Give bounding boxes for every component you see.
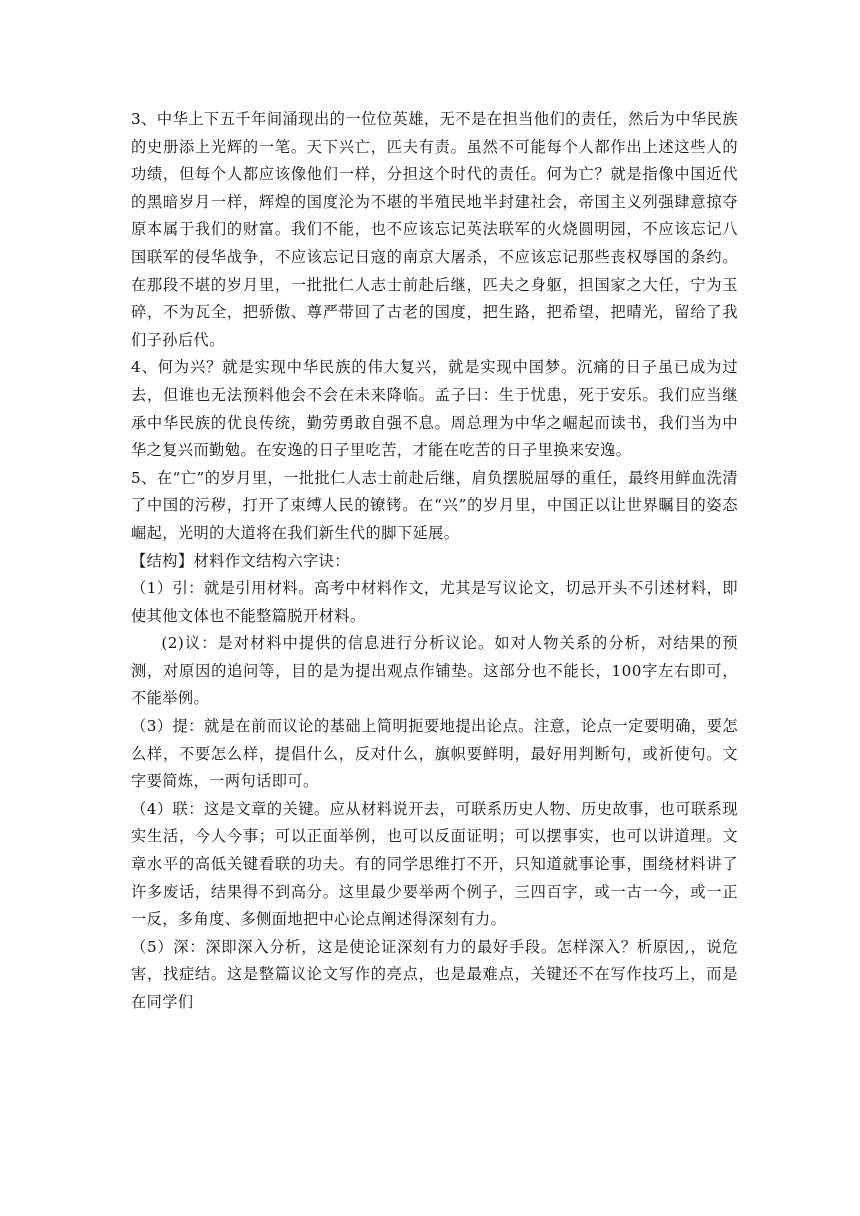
structure-step-lian: （4）联：这是文章的关键。应从材料说开去，可联系历史人物、历史故事，也可联系现实生活，今人今事；可以正面举例，也可以反面证明；可以摆事实，也可以讲道理。文章水平的高低关键看联的功夫。有的同学思维打不开，只知道就事论事，围绕材料讲了许多废话，结果得不到高分。这里最少要举两个例子，三四百字，或一古一今，或一正一反，多角度、多侧面地把中心论点阐述得深刻有力。	[131, 799, 738, 929]
structure-step-shen: （5）深：深即深入分析，这是使论证深刻有力的最好手段。怎样深入？析原因,，说危害，找症结。这是整篇议论文写作的亮点，也是最难点，关键还不在写作技巧上，而是在同学们	[131, 937, 738, 1011]
paragraph-point-5: 5、在“亡”的岁月里，一批批仁人志士前赴后继，肩负摆脱屈辱的重任，最终用鲜血洗清了中国的污秽，打开了束缚人民的镣铐。在“兴”的岁月里，中国正以让世界瞩目的姿态崛起，光明的大道将在我们新生代的脚下延展。	[131, 468, 738, 542]
paragraph-point-3: 3、中华上下五千年间涌现出的一位位英雄，无不是在担当他们的责任，然后为中华民族的史册添上光辉的一笔。天下兴亡，匹夫有责。虽然不可能每个人都作出上述这些人的功绩，但每个人都应该像他们一样，分担这个时代的责任。何为亡？就是指像中国近代的黑暗岁月一样，辉煌的国度沦为不堪的半殖民地半封建社会，帝国主义列强肆意掠夺原本属于我们的财富。我们不能，也不应该忘记英法联军的火烧圆明园，不应该忘记八国联军的侵华战争，不应该忘记日寇的南京大屠杀，不应该忘记那些丧权辱国的条约。在那段不堪的岁月里，一批批仁人志士前赴后继，匹夫之身躯，担国家之大任，宁为玉碎，不为瓦全，把骄傲、尊严带回了古老的国度，把生路，把希望，把晴光，留给了我们子孙后代。	[131, 110, 738, 349]
document-page	[131, 106, 738, 1017]
structure-heading: 【结构】材料作文结构六字诀：	[131, 551, 350, 570]
paragraph-point-4: 4、何为兴？就是实现中华民族的伟大复兴，就是实现中国梦。沉痛的日子虽已成为过去，但谁也无法预料他会不会在未来降临。孟子曰：生于忧患，死于安乐。我们应当继承中华民族的优良传统，勤劳勇敢自强不息。周总理为中华之崛起而读书，我们当为中华之复兴而勤勉。在安逸的日子里吃苦，才能在吃苦的日子里换来安逸。	[131, 358, 738, 460]
structure-step-yin: （1）引：就是引用材料。高考中材料作文，尤其是写议论文，切忌开头不引述材料，即使其他文体也不能整篇脱开材料。	[131, 579, 738, 625]
structure-step-yi: (2)议：是对材料中提供的信息进行分析议论。如对人物关系的分析，对结果的预测，对原因的追问等，目的是为提出观点作铺垫。这部分也不能长，100字左右即可，不能举例。	[131, 634, 738, 708]
structure-step-ti: （3）提：就是在前而议论的基础上简明扼要地提出论点。注意，论点一定要明确，要怎么样，不要怎么样，提倡什么，反对什么，旗帜要鲜明，最好用判断句，或祈使句。文字要简炼，一两句话即可。	[131, 717, 738, 791]
